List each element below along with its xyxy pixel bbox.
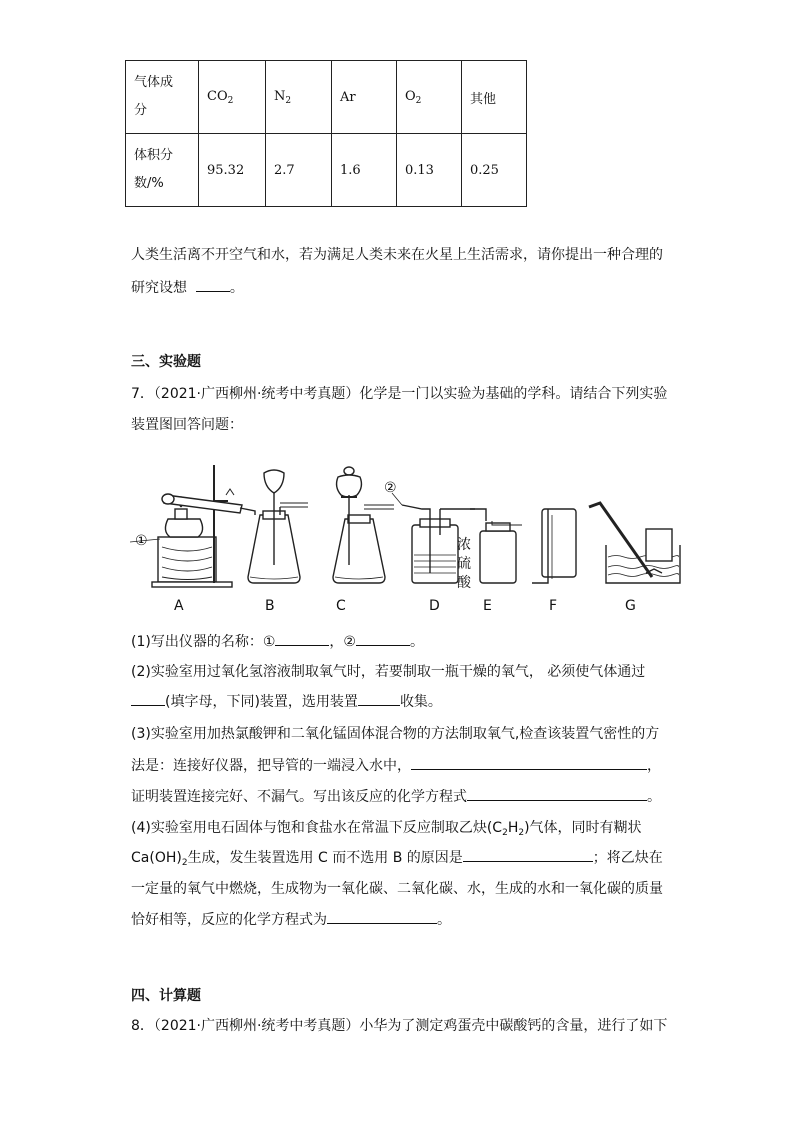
q7-intro-line-2: 装置图回答问题： bbox=[131, 417, 243, 433]
table-header-cell: 气体成 分 bbox=[126, 61, 199, 134]
answer-blank[interactable] bbox=[131, 691, 165, 706]
answer-blank[interactable] bbox=[467, 786, 647, 801]
table-cell: 95.32 bbox=[199, 134, 266, 207]
q7-part-4-line-2: $Ca(OH)_2$生成，发生装置选用 C 而不选用 B 的原因是 ；将乙炔在 bbox=[131, 847, 663, 874]
figure-letter-e: E bbox=[483, 598, 492, 614]
apparatus-e bbox=[470, 509, 522, 583]
table-cell: 1.6 bbox=[332, 134, 397, 207]
q7-part-4-line-1: (4)实验室用电石固体与饱和食盐水在常温下反应制取乙炔$(C_2H_2)$气体，同时有糊状 bbox=[131, 820, 642, 838]
figure-letter-g: G bbox=[625, 598, 636, 614]
q7-part-2-line-1: (2)实验室用过氧化氢溶液制取氧气时，若要制取一瓶干燥的氧气， 必须使气体通过 bbox=[131, 664, 646, 680]
figure-letter-d: D bbox=[429, 598, 440, 614]
acid-label: 酸 bbox=[457, 575, 471, 591]
q7-part-4-line-3: 一定量的氧气中燃烧，生成物为一氧化碳、二氧化碳、水，生成的水和一氧化碳的质量 bbox=[131, 881, 663, 897]
answer-blank[interactable] bbox=[356, 631, 410, 646]
lab-apparatus-figure bbox=[130, 455, 690, 615]
table-header-cell: $O_2$ bbox=[397, 61, 462, 134]
q7-part-2-line-2: (填字母，下同)装置，选用装置 收集。 bbox=[131, 691, 442, 713]
acid-label: 硫 bbox=[457, 556, 471, 572]
apparatus-f bbox=[532, 509, 576, 583]
answer-blank[interactable] bbox=[196, 277, 230, 292]
answer-blank[interactable] bbox=[358, 691, 400, 706]
section-title: 四、计算题 bbox=[131, 988, 201, 1004]
q7-part-1: (1)写出仪器的名称：① ，② 。 bbox=[131, 631, 424, 653]
table-cell: 0.13 bbox=[397, 134, 462, 207]
table-row bbox=[126, 134, 527, 207]
gas-composition-table bbox=[125, 60, 527, 207]
figure-letter-f: F bbox=[549, 598, 558, 614]
answer-blank[interactable] bbox=[463, 847, 593, 862]
q7-intro-line-1: 7．（2021·广西柳州·统考中考真题）化学是一门以实验为基础的学科。请结合下列实验 bbox=[131, 386, 668, 402]
section-title: 三、实验题 bbox=[131, 354, 201, 370]
apparatus-g bbox=[589, 503, 680, 583]
table-header-cell: 其他 bbox=[462, 61, 527, 134]
table-header-cell: $CO_2$ bbox=[199, 61, 266, 134]
answer-blank[interactable] bbox=[275, 631, 329, 646]
table-cell: 0.25 bbox=[462, 134, 527, 207]
figure-letter-b: B bbox=[265, 598, 275, 614]
q8-intro: 8．（2021·广西柳州·统考中考真题）小华为了测定鸡蛋壳中碳酸钙的含量，进行了如下 bbox=[131, 1018, 668, 1034]
figure-letter-a: A bbox=[174, 598, 184, 614]
table-header-row bbox=[126, 61, 527, 134]
table-cell: 2.7 bbox=[266, 134, 332, 207]
q7-part-4-line-4: 恰好相等，反应的化学方程式为 。 bbox=[131, 909, 451, 931]
table-header-cell: Ar bbox=[332, 61, 397, 134]
q6-line-2: 研究设想 。 bbox=[131, 277, 244, 299]
apparatus-b bbox=[248, 470, 308, 583]
answer-blank[interactable] bbox=[327, 909, 437, 924]
q6-line-1: 人类生活离不开空气和水，若为满足人类未来在火星上生活需求，请你提出一种合理的 bbox=[131, 247, 663, 263]
answer-blank[interactable] bbox=[411, 755, 647, 770]
figure-label-1: ① bbox=[135, 533, 148, 549]
q7-part-3-line-1: (3)实验室用加热氯酸钾和二氧化锰固体混合物的方法制取氧气,检查该装置气密性的方 bbox=[131, 726, 660, 742]
figure-label-2: ② bbox=[384, 480, 397, 496]
table-header-cell: $N_2$ bbox=[266, 61, 332, 134]
figure-letter-c: C bbox=[336, 598, 346, 614]
table-row-label: 体积分 数/% bbox=[126, 134, 199, 207]
q7-part-3-line-2: 法是：连接好仪器，把导管的一端浸入水中， ， bbox=[131, 755, 661, 777]
apparatus-a bbox=[130, 465, 255, 587]
acid-label: 浓 bbox=[457, 537, 471, 553]
q7-part-3-line-3: 证明装置连接完好、不漏气。写出该反应的化学方程式 。 bbox=[131, 786, 661, 808]
